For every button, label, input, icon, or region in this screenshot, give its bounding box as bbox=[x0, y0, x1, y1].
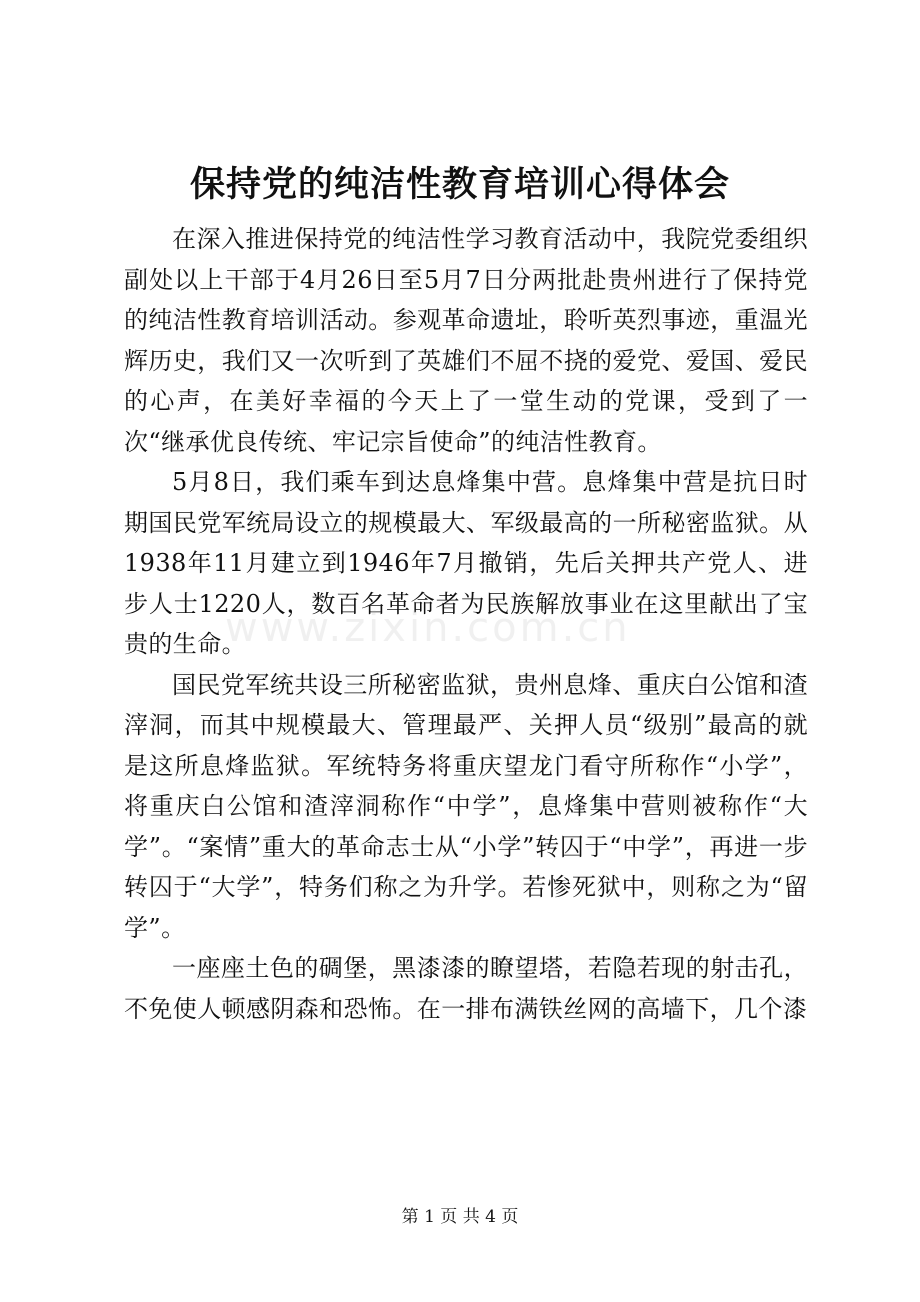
paragraph-2: 5月8日，我们乘车到达息烽集中营。息烽集中营是抗日时期国民党军统局设立的规模最大、军级最高的一所秘密监狱。从1938年11月建立到1946年7月撤销，先后关押共产党人、进步人士1220人，数百名革命者为民族解放事业在这里献出了宝贵的生命。 bbox=[124, 468, 808, 658]
paragraph-1: 在深入推进保持党的纯洁性学习教育活动中，我院党委组织副处以上干部于4月26日至5月7日分两批赴贵州进行了保持党的纯洁性教育培训活动。参观革命遗址，聆听英烈事迹，重温光辉历史，我们又一次听到了英雄们不屈不挠的爱党、爱国、爱民的心声，在美好幸福的今天上了一堂生动的党课，受到了一次“继承优良传统、牢记宗旨使命”的纯洁性教育。 bbox=[124, 225, 808, 456]
page-number-footer: 第 1 页 共 4 页 bbox=[401, 1207, 519, 1227]
paragraph-3: 国民党军统共设三所秘密监狱，贵州息烽、重庆白公馆和渣滓洞，而其中规模最大、管理最严、关押人员“级别”最高的就是这所息烽监狱。军统特务将重庆望龙门看守所称作“小学”，将重庆白公馆和渣滓洞称作“中学”，息烽集中营则被称作“大学”。“案情”重大的革命志士从“小学”转囚于“中学”，再进一步转囚于“大学”，特务们称之为升学。若惨死狱中，则称之为“留学”。 bbox=[124, 670, 808, 942]
document-body bbox=[124, 219, 808, 1029]
document-title: 保持党的纯洁性教育培训心得体会 bbox=[189, 164, 730, 205]
paragraph-4: 一座座土色的碉堡，黑漆漆的瞭望塔，若隐若现的射击孔，不免使人顿感阴森和恐怖。在一排布满铁丝网的高墙下，几个漆 bbox=[124, 954, 808, 1023]
watermark: www.zixin.com.cn bbox=[225, 605, 631, 651]
